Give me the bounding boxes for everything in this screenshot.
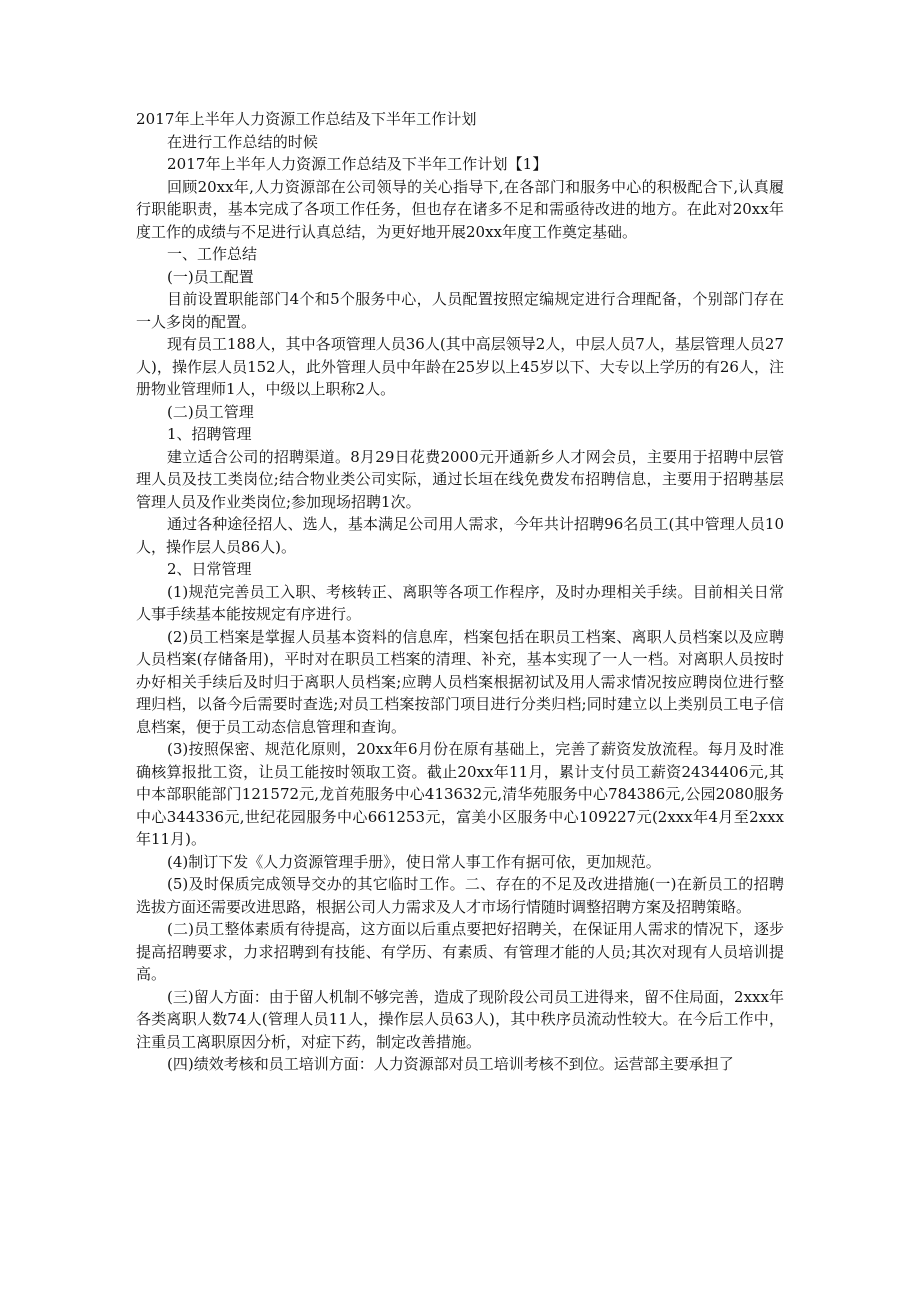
section-heading: 一、工作总结	[167, 245, 258, 263]
paragraph: 建立适合公司的招聘渠道。8月29日花费2000元开通新乡人才网会员，主要用于招聘中层管理人员及技工类岗位;结合物业类公司实际，通过长垣在线免费发布招聘信息，主要用于招聘基层管理人员及作业类岗位;参加现场招聘1次。	[136, 447, 784, 511]
document-body	[136, 108, 784, 1076]
paragraph: 现有员工188人，其中各项管理人员36人(其中高层领导2人，中层人员7人，基层管理人员27人)，操作层人员152人，此外管理人员中年龄在25岁以上45岁以下、大专以上学历的有26人，注册物业管理师1人，中级以上职称2人。	[136, 335, 784, 398]
subsection-heading: (一)员工配置	[167, 267, 254, 286]
paragraph: (2)员工档案是掌握人员基本资料的信息库，档案包括在职员工档案、离职人员档案以及应聘人员档案(存储备用)，平时对在职员工档案的清理、补充，基本实现了一人一档。对离职人员按时办好相关手续后及时归于离职人员档案;应聘人员档案根据初试及用人需求情况按应聘岗位进行整理归档，以备今后需要时查选;对员工档案按部门项目进行分类归档;同时建立以上类别员工电子信息档案，便于员工动态信息管理和查询。	[136, 627, 784, 736]
paragraph: (3)按照保密、规范化原则，20xx年6月份在原有基础上，完善了薪资发放流程。每月及时准确核算报批工资，让员工能按时领取工资。截止20xx年11月，累计支付员工薪资2434406元,其中本部职能部门121572元,龙首苑服务中心413632元,清华苑服务中心784386元,公园2080服务中心344336元,世纪花园服务中心661253元，富美小区服务中心109227元(2xxx年4月至2xxx年11月)。	[136, 740, 784, 848]
document-title: 2017年上半年人力资源工作总结及下半年工作计划	[136, 110, 477, 128]
item-heading: 1、招聘管理	[167, 425, 252, 443]
item-heading: 2、日常管理	[167, 560, 252, 578]
paragraph: (二)员工整体素质有待提高，这方面以后重点要把好招聘关，在保证用人需求的情况下，逐步提高招聘要求，力求招聘到有技能、有学历、有素质、有管理才能的人员;其次对现有人员培训提高。	[136, 920, 784, 983]
paragraph: 通过各种途径招人、选人，基本满足公司用人需求，今年共计招聘96名员工(其中管理人员10人，操作层人员86人)。	[136, 515, 784, 556]
subsection-heading: (二)员工管理	[167, 402, 254, 421]
paragraph: (四)绩效考核和员工培训方面：人力资源部对员工培训考核不到位。运营部主要承担了	[167, 1055, 734, 1073]
document-intro: 在进行工作总结的时候	[167, 132, 319, 151]
paragraph: 回顾20xx年,人力资源部在公司领导的关心指导下,在各部门和服务中心的积极配合下,认真履行职能职责，基本完成了各项工作任务，但也存在诸多不足和需亟待改进的地方。在此对20xx年度工作的成绩与不足进行认真总结，为更好地开展20xx年度工作奠定基础。	[136, 177, 784, 241]
paragraph: (1)规范完善员工入职、考核转正、离职等各项工作程序，及时办理相关手续。目前相关日常人事手续基本能按规定有序进行。	[136, 582, 784, 623]
paragraph: 目前设置职能部门4个和5个服务中心，人员配置按照定编规定进行合理配备，个别部门存在一人多岗的配置。	[136, 290, 784, 331]
document-subtitle: 2017年上半年人力资源工作总结及下半年工作计划【1】	[167, 155, 548, 173]
paragraph: (5)及时保质完成领导交办的其它临时工作。二、存在的不足及改进措施(一)在新员工的招聘选拔方面还需要改进思路，根据公司人力需求及人才市场行情随时调整招聘方案及招聘策略。	[136, 875, 784, 916]
paragraph: (三)留人方面：由于留人机制不够完善，造成了现阶段公司员工进得来，留不住局面，2xxx年各类离职人数74人(管理人员11人，操作层人员63人)，其中秩序员流动性较大。在今后工作中，注重员工离职原因分析，对症下药，制定改善措施。	[136, 987, 784, 1051]
paragraph: (4)制订下发《人力资源管理手册》，使日常人事工作有据可依，更加规范。	[167, 852, 661, 871]
